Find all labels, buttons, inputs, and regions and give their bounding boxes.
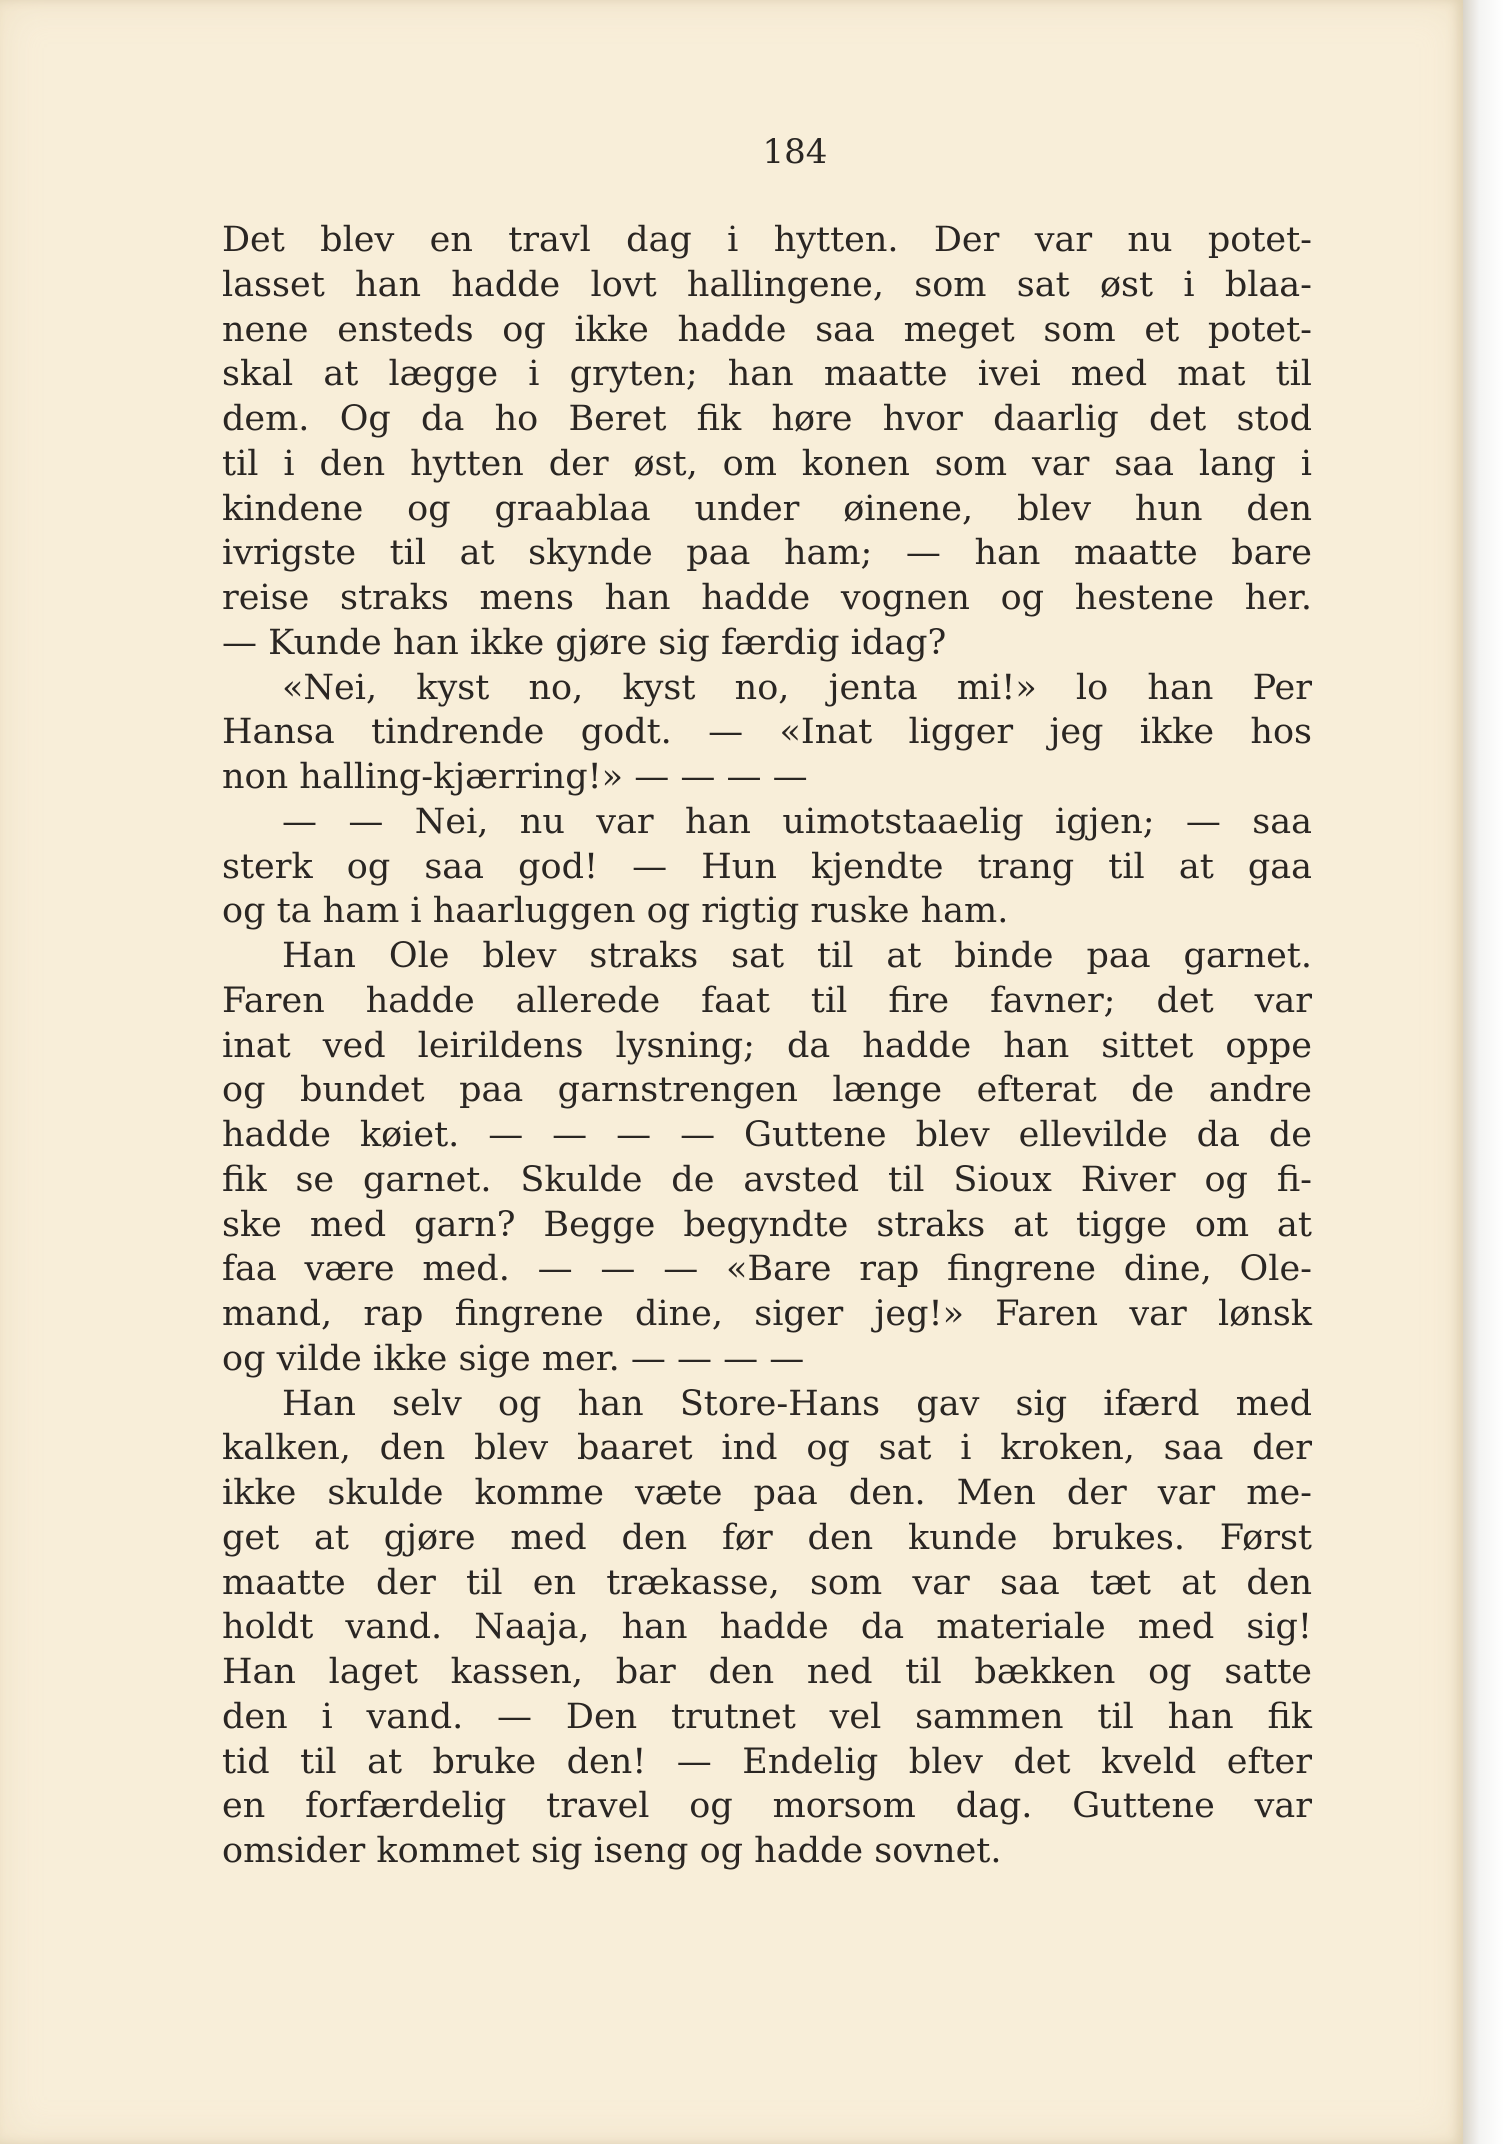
text-line: og bundet paa garnstrengen længe efterat de andre	[222, 1070, 1312, 1111]
text-line: — — Nei, nu var han uimotstaaelig igjen; — saa	[282, 801, 1312, 842]
text-line: til i den hytten der øst, om konen som var saa lang i	[222, 443, 1312, 484]
text-line: holdt vand. Naaja, han hadde da materiale med sig!	[222, 1607, 1312, 1648]
text-line: faa være med. — — — «Bare rap fingrene dine, Ole-	[222, 1249, 1312, 1290]
text-line: og ta ham i haarluggen og rigtig ruske ham.	[222, 891, 1009, 932]
text-line: nene ensteds og ikke hadde saa meget som et potet-	[222, 309, 1312, 350]
text-line: Han Ole blev straks sat til at binde paa garnet.	[282, 936, 1312, 976]
text-line: ske med garn? Begge begyndte straks at tigge om at	[222, 1204, 1312, 1245]
text-line: — Kunde han ikke gjøre sig færdig idag?	[222, 622, 947, 663]
text-line: Hansa tindrende godt. — «Inat ligger jeg ikke hos	[222, 712, 1312, 753]
text-line: kindene og graablaa under øinene, blev hun den	[222, 488, 1312, 529]
text-line: reise straks mens han hadde vognen og hestene her.	[222, 578, 1312, 618]
text-line: Han selv og han Store-Hans gav sig ifærd med	[282, 1383, 1312, 1424]
text-line: lasset han hadde lovt hallingene, som sat øst i blaa-	[222, 264, 1312, 305]
text-line: get at gjøre med den før den kunde brukes. Først	[222, 1517, 1312, 1558]
text-line: Faren hadde allerede faat til fire favner; det var	[222, 980, 1312, 1021]
text-line: den i vand. — Den trutnet vel sammen til han fik	[222, 1696, 1312, 1737]
text-line: ivrigste til at skynde paa ham; — han maatte bare	[222, 533, 1312, 574]
text-line: hadde køiet. — — — — Guttene blev ellevilde da de	[222, 1115, 1312, 1155]
text-line: en forfærdelig travel og morsom dag. Guttene var	[222, 1786, 1312, 1827]
page-number: 184	[762, 132, 828, 172]
text-line: Det blev en travl dag i hytten. Der var nu potet-	[222, 220, 1312, 260]
text-line: inat ved leirildens lysning; da hadde han sittet oppe	[222, 1025, 1312, 1066]
text-line: kalken, den blev baaret ind og sat i kroken, saa der	[222, 1428, 1312, 1469]
text-line: fik se garnet. Skulde de avsted til Sioux River og fi-	[222, 1159, 1312, 1200]
text-line: omsider kommet sig iseng og hadde sovnet.	[222, 1831, 1002, 1871]
text-line: ikke skulde komme væte paa den. Men der var me-	[222, 1473, 1312, 1513]
text-line: dem. Og da ho Beret fik høre hvor daarlig det stod	[222, 399, 1312, 439]
body-text	[222, 218, 1312, 1874]
page-edge-shadow	[1463, 0, 1504, 2144]
text-line: Han laget kassen, bar den ned til bækken og satte	[222, 1652, 1312, 1692]
text-line: skal at lægge i gryten; han maatte ivei med mat til	[222, 354, 1312, 395]
text-line: mand, rap fingrene dine, siger jeg!» Faren var lønsk	[222, 1294, 1312, 1334]
text-line: non halling-kjærring!» — — — —	[222, 757, 808, 797]
text-line: og vilde ikke sige mer. — — — —	[222, 1338, 805, 1379]
text-line: «Nei, kyst no, kyst no, jenta mi!» lo han Per	[282, 667, 1312, 708]
text-line: tid til at bruke den! — Endelig blev det kveld efter	[222, 1741, 1312, 1782]
text-line: maatte der til en trækasse, som var saa tæt at den	[222, 1562, 1312, 1603]
text-line: sterk og saa god! — Hun kjendte trang til at gaa	[222, 846, 1312, 887]
